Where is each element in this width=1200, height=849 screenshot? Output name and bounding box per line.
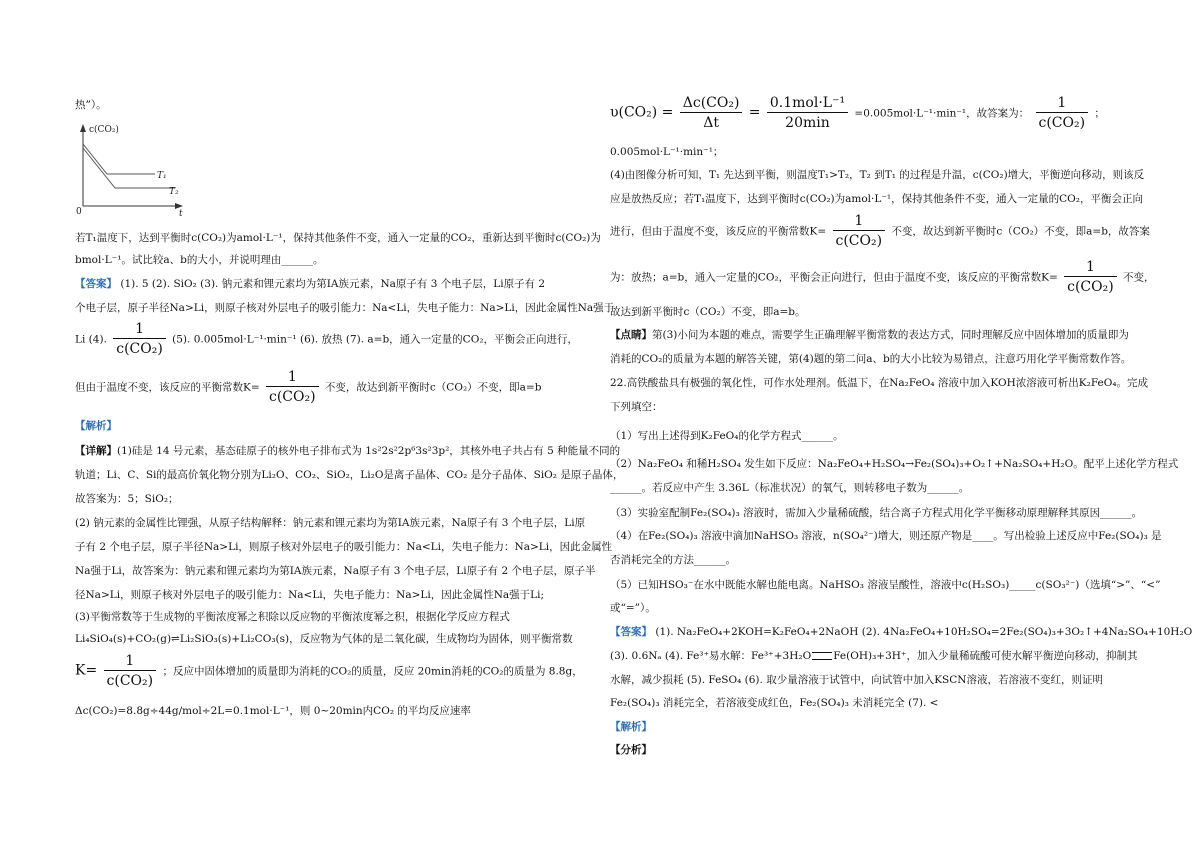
text-line: (4)由图像分析可知，T₁ 先达到平衡，则温度T₁>T₂，T₂ 到T₁ 的过程是升温，c(CO₂)增大，平衡逆向移动，则该反	[610, 169, 1145, 181]
graph-t2-label: T₂	[169, 187, 179, 197]
text-line: bmol·L⁻¹。试比较a、b的大小，并说明理由______。	[75, 254, 324, 266]
answer-tag: 【答案】	[75, 278, 117, 290]
formula-line: K= $\frac{1}{\text{c(CO₂)}}$ ；反应中固体增加的质量即为消耗的CO₂的质量，反应 20min消耗的CO₂的质量为 8.8g，	[75, 653, 583, 689]
graph-x-label: t	[179, 209, 183, 216]
graph-t1-label: T₁	[157, 171, 167, 181]
rate-formula-line: υ(CO₂) = $\frac{\text{Δc(CO₂)}}{\Delta t}$ = $\frac{\text{0.1mol·L⁻¹}}{20\min}$ =0.005mol·L⁻¹·min⁻¹，故答案为： $\frac{1}{\text{c(CO₂)}}$ ；	[610, 95, 1105, 131]
note-tag: 【点睛】	[610, 329, 652, 341]
graph-svg	[75, 120, 185, 216]
text-line: 否消耗完全的方法______。	[610, 554, 736, 566]
text-line: Na强于Li，故答案为：钠元素和锂元素均为第ⅠA族元素，Na原子有 3 个电子层，Li原子有 2 个电子层，原子半	[75, 565, 596, 577]
question-5: （5）已知HSO₃⁻在水中既能水解也能电离。NaHSO₃ 溶液呈酸性，溶液中c(H₂SO₃)_____c(SO₃²⁻)（选填“>”、“<”	[610, 579, 1161, 591]
text-line: 若T₁温度下，达到平衡时c(CO₂)为amol·L⁻¹，保持其他条件不变，通入一定量的CO₂，重新达到平衡时c(CO₂)为	[75, 232, 601, 244]
graph-y-label: c(CO₂)	[89, 125, 119, 135]
question-3: （3）实验室配制Fe₂(SO₄)₃ 溶液时，需加入少量稀硫酸，结合离子方程式用化学平衡移动原理解释其原因______。	[610, 507, 1143, 519]
text-line: 热”）。	[75, 99, 107, 111]
answer-tag: 【答案】	[610, 626, 652, 638]
text-line: 0.005mol·L⁻¹·min⁻¹；	[610, 146, 724, 158]
analysis-tag: 【解析】	[75, 420, 117, 432]
text-line: 轨道；Li、C、Si的最高价氧化物分别为Li₂O、CO₂、SiO₂，Li₂O是离子晶体、CO₂ 是分子晶体、SiO₂ 是原子晶体，	[75, 469, 624, 481]
fenxi-tag-line	[610, 742, 652, 758]
fraction: $\frac{1}{\text{c(CO₂)}}$	[104, 652, 157, 691]
fenxi-tag: 【分析】	[610, 744, 652, 756]
fraction: $\frac{1}{\text{c(CO₂)}}$	[833, 212, 886, 251]
text-line: Fe₂(SO₄)₃ 消耗完全，若溶液变成红色，Fe₂(SO₄)₃ 未消耗完全 (7). <	[610, 697, 939, 709]
text-line: 消耗的CO₂的质量为本题的解答关键，第(4)题的第二问a、b的大小比较为易错点，注意巧用化学平衡常数作答。	[610, 353, 1132, 365]
text-line: 或“=”）。	[610, 602, 656, 614]
equilibrium-arrow-icon	[812, 652, 832, 660]
question-4: （4）在Fe₂(SO₄)₃ 溶液中滴加NaHSO₃ 溶液，n(SO₄²⁻)增大，则还原产物是____。写出检验上述反应中Fe₂(SO₄)₃ 是	[610, 530, 1162, 542]
question-2: （2）Na₂FeO₄ 和稀H₂SO₄ 发生如下反应：Na₂FeO₄+H₂SO₄→Fe₂(SO₄)₃+O₂↑+Na₂SO₄+H₂O。配平上述化学方程式	[610, 458, 1179, 470]
text-line: 径Na>Li，则原子核对外层电子的吸引能力：Na<Li，失电子能力：Na>Li，因此金属性Na强于Li;	[75, 589, 545, 601]
question-title: 22.高铁酸盐具有极强的氧化性，可作水处理剂。低温下，在Na₂FeO₄ 溶液中加入KOH浓溶液可析出K₂FeO₄。完成	[610, 377, 1149, 389]
text-line: ______。若反应中产生 3.36L（标准状况）的氧气，则转移电子数为______。	[610, 482, 970, 494]
fraction: $\frac{1}{\text{c(CO₂)}}$	[266, 368, 319, 407]
fraction: $\frac{\text{Δc(CO₂)}}{\Delta t}$	[680, 94, 743, 133]
text-line: (3)平衡常数等于生成物的平衡浓度幂之积除以反应物的平衡浓度幂之积，根据化学反应方程式	[75, 611, 510, 623]
analysis-tag-line	[75, 418, 117, 434]
note-line: 【点睛】第(3)小问为本题的难点，需要学生正确理解平衡常数的表达方式，同时理解反应中固体增加的质量即为	[610, 329, 1129, 341]
detail-tag: 【详解】	[75, 445, 117, 457]
fraction: $\frac{\text{0.1mol·L⁻¹}}{20\min}$	[767, 94, 848, 133]
analysis-tag-line	[610, 719, 652, 735]
answer-line: 【答案】 (1). Na₂FeO₄+2KOH=K₂FeO₄+2NaOH (2). 4Na₂FeO₄+10H₂SO₄=2Fe₂(SO₄)₃+3O₂↑+4Na₂SO₄+10H₂O	[610, 626, 1193, 638]
graph-origin: 0	[76, 207, 82, 216]
answer-fraction-line: 但由于温度不变，该反应的平衡常数K= $\frac{1}{\text{c(CO₂)}}$ 不变，故达到新平衡时c（CO₂）不变，即a=b	[75, 369, 542, 405]
text-line: 水解，减少损耗 (5). FeSO₄ (6). 取少量溶液于试管中，向试管中加入KSCN溶液，若溶液不变红，则证明	[610, 674, 1103, 686]
formula-line: 进行，但由于温度不变，该反应的平衡常数K= $\frac{1}{\text{c(CO₂)}}$ 不变，故达到新平衡时c（CO₂）不变，即a=b，故答案	[610, 213, 1150, 249]
text-line: 应是放热反应；若T₁温度下，达到平衡时c(CO₂)为amol·L⁻¹，保持其他条件不变，通入一定量的CO₂，平衡会正向	[610, 193, 1143, 205]
question-1: （1）写出上述得到K₂FeO₄的化学方程式______。	[610, 430, 844, 442]
text-line: 个电子层，原子半径Na>Li，则原子核对外层电子的吸引能力：Na<Li，失电子能力：Na>Li，因此金属性Na强于	[75, 302, 615, 314]
answer-fraction-line: Li (4). $\frac{1}{\text{c(CO₂)}}$ (5). 0.005mol·L⁻¹·min⁻¹ (6). 放热 (7). a=b，通入一定量的CO₂，平衡会正向进行，	[75, 321, 579, 357]
concentration-time-graph	[75, 120, 185, 221]
fraction: $\frac{1}{\text{c(CO₂)}}$	[1036, 94, 1089, 133]
answer-line: (3). 0.6Nₐ (4). Fe³⁺易水解：Fe³⁺+3H₂O Fe(OH)₃+3H⁺，加入少量稀硫酸可使水解平衡逆向移动，抑制其	[610, 650, 1138, 662]
text-line: 故答案为：5；SiO₂；	[75, 493, 179, 505]
text-line: 下列填空：	[610, 401, 663, 413]
text-line: 子有 2 个电子层，原子半径Na>Li，则原子核对外层电子的吸引能力：Na<Li，失电子能力：Na>Li，因此金属性	[75, 541, 613, 553]
text-line: 故达到新平衡时c（CO₂）不变，即a=b。	[610, 306, 806, 318]
analysis-tag: 【解析】	[610, 721, 652, 733]
detail-line: 【详解】(1)硅是 14 号元素，基态硅原子的核外电子排布式为 1s²2s²2p⁶3s²3p²，其核外电子共占有 5 种能量不同的	[75, 445, 621, 457]
fraction: $\frac{1}{\text{c(CO₂)}}$	[113, 320, 166, 359]
text-line: (2) 钠元素的金属性比锂强，从原子结构解释：钠元素和锂元素均为第ⅠA族元素，Na原子有 3 个电子层，Li原	[75, 517, 586, 529]
fraction: $\frac{1}{\text{c(CO₂)}}$	[1064, 258, 1117, 297]
text-line: Li₄SiO₄(s)+CO₂(g)⇌Li₂SiO₃(s)+Li₂CO₃(s)，反应物为气体的是二氧化碳，生成物均为固体，则平衡常数	[75, 633, 573, 645]
formula-line: 为：放热；a=b，通入一定量的CO₂，平衡会正向进行，但由于温度不变，该反应的平衡常数K= $\frac{1}{\text{c(CO₂)}}$ 不变，	[610, 259, 1155, 295]
answer-line: 【答案】 (1). 5 (2). SiO₂ (3). 钠元素和锂元素均为第ⅠA族元素，Na原子有 3 个电子层，Li原子有 2	[75, 278, 546, 290]
text-line: Δc(CO₂)=8.8g÷44g/mol÷2L=0.1mol·L⁻¹，则 0~20min内CO₂ 的平均反应速率	[75, 705, 471, 717]
